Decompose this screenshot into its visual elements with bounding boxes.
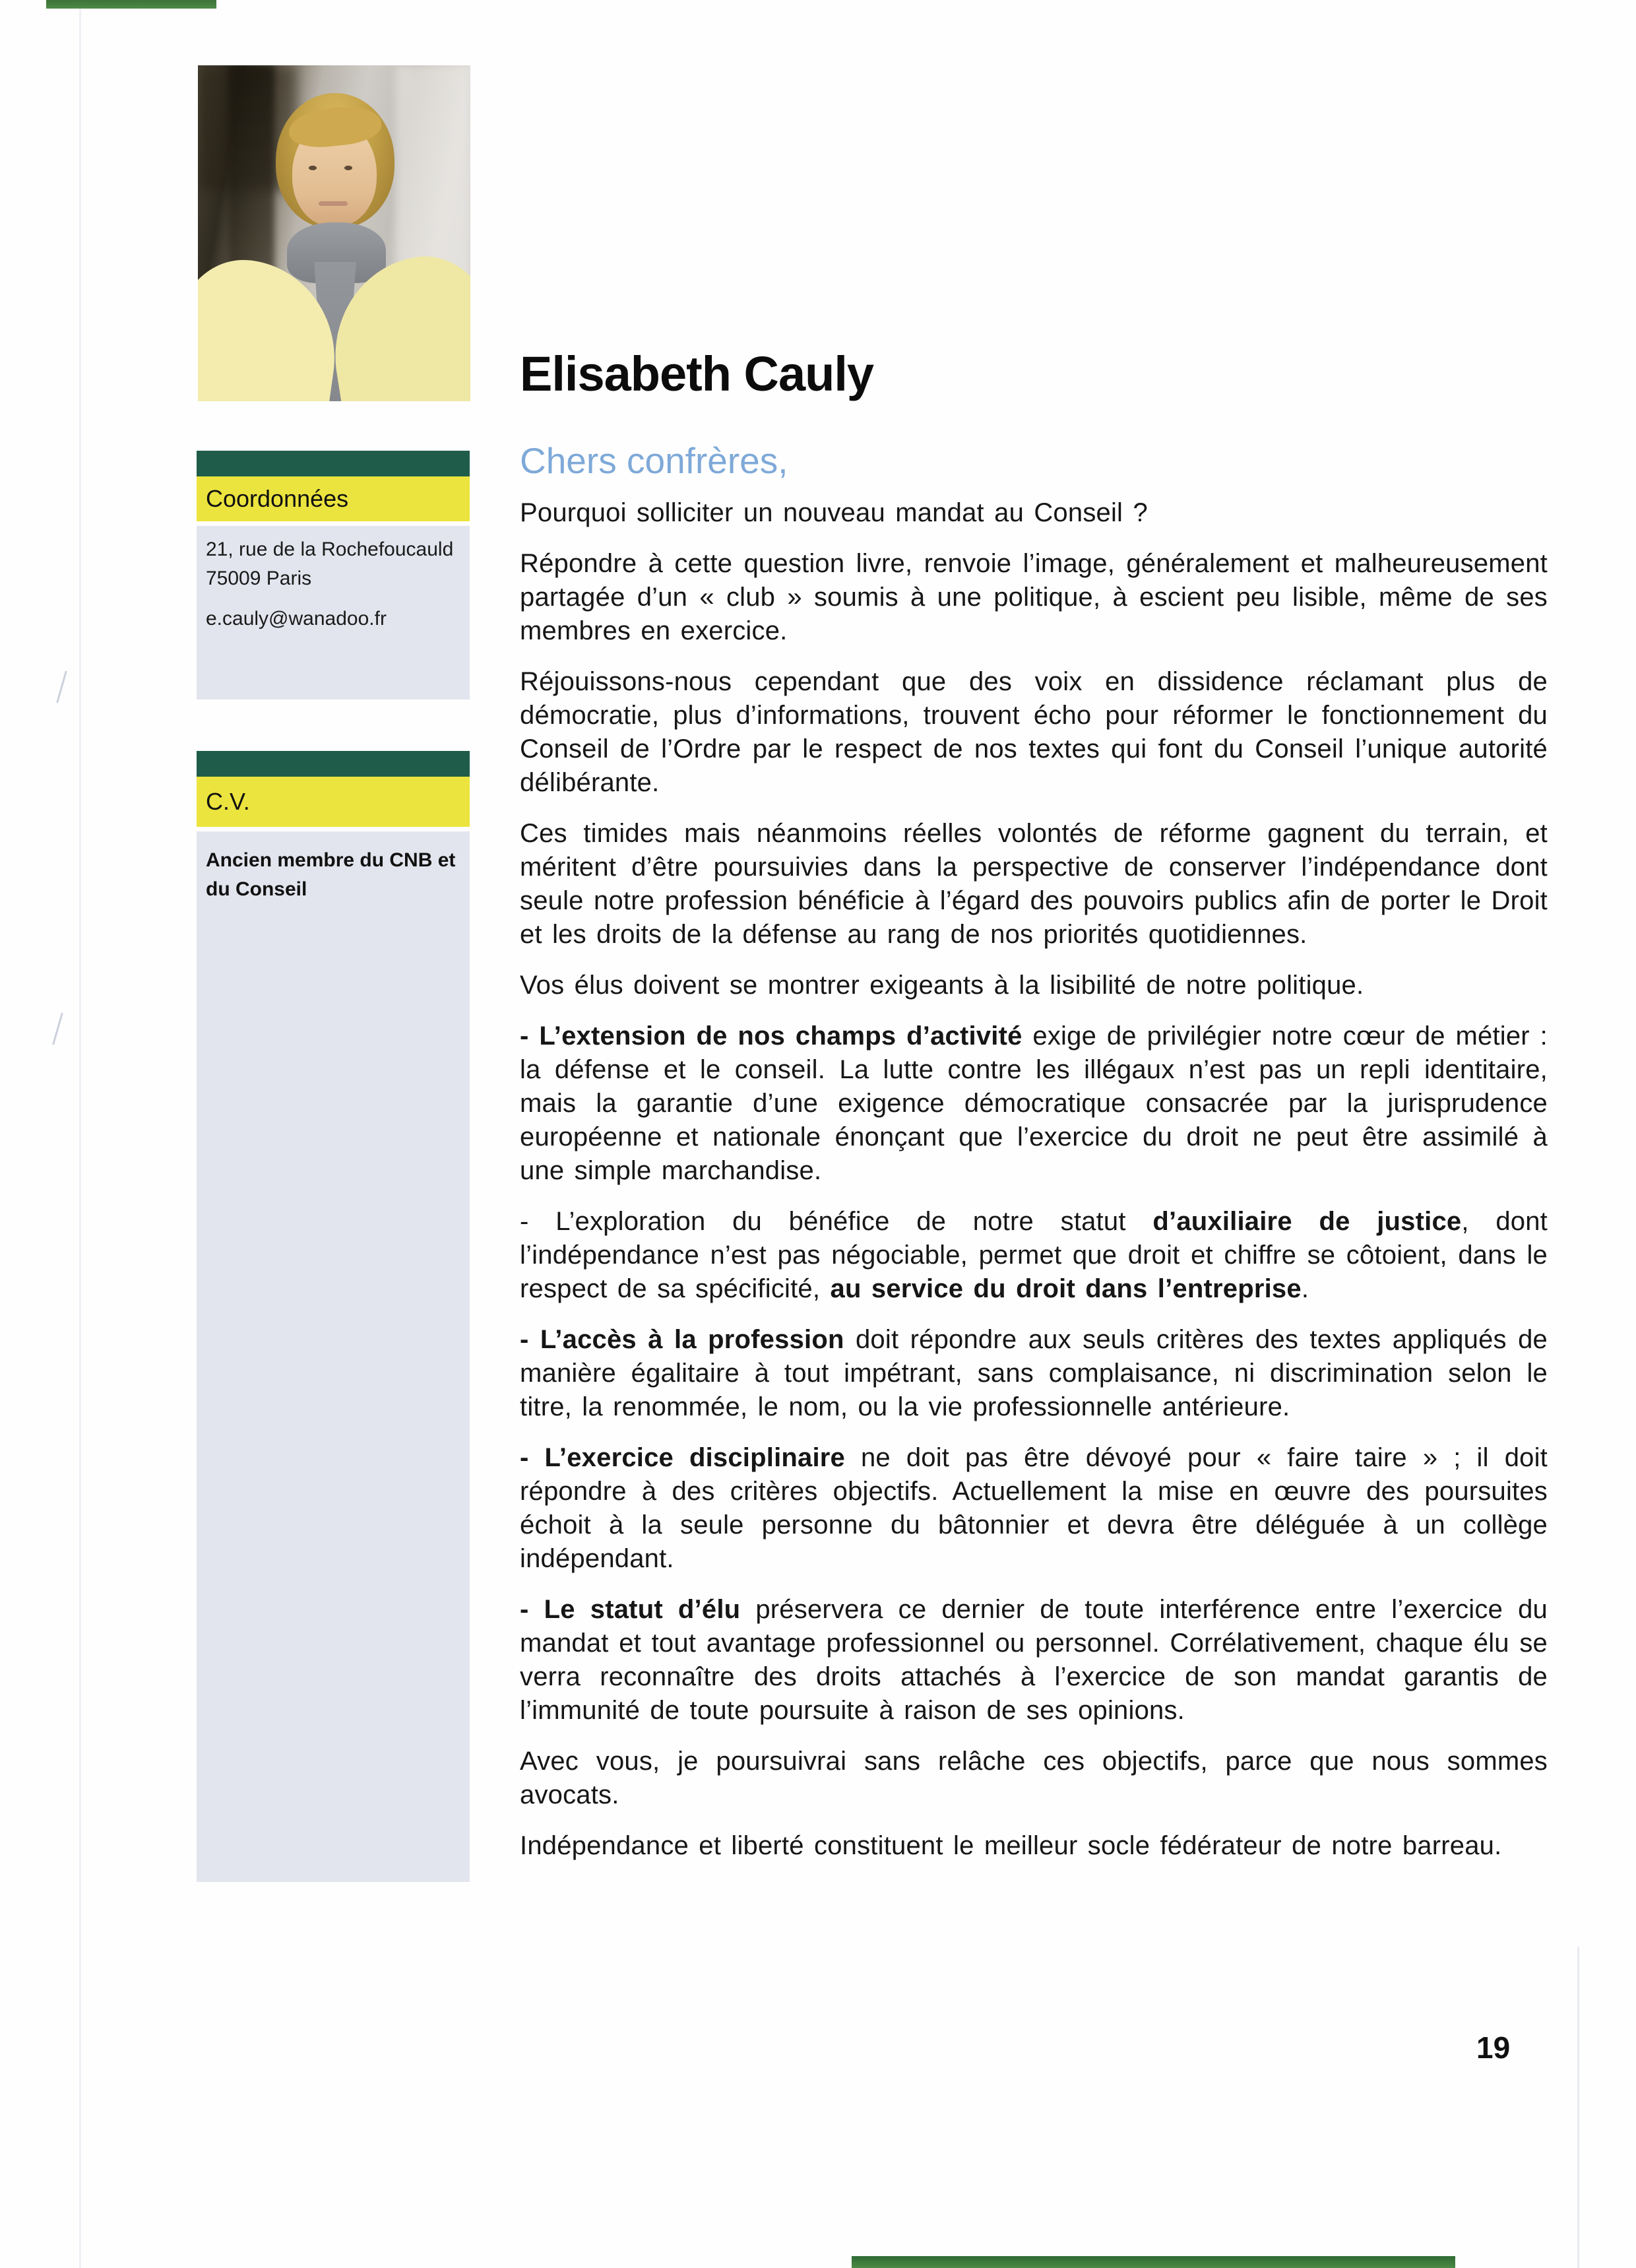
cv-panel <box>197 831 470 1882</box>
photo-mouth-shape <box>319 201 348 206</box>
page-title: Elisabeth Cauly <box>520 346 874 401</box>
body-text <box>520 496 1548 1880</box>
paragraph <box>520 969 1548 1002</box>
cv-header <box>197 777 470 827</box>
paragraph-segment: Répondre à cette question livre, renvoie l’image, généralement et malheureusement partagée d’un « club » soumis à une politique, à escient peu lisible, même de ses membres en exercice. <box>520 549 1548 645</box>
paragraph-bold-segment: d’auxiliaire de justice <box>1152 1207 1462 1236</box>
bottom-green-bar <box>852 2256 1455 2268</box>
paragraph <box>520 1020 1548 1188</box>
scan-edge-line <box>79 0 81 2268</box>
paragraph <box>520 1745 1548 1812</box>
scan-edge-line <box>1577 1947 1579 2268</box>
paragraph-bold-segment: - L’exercice disciplinaire <box>520 1443 845 1472</box>
paragraph-segment: . <box>1301 1274 1309 1303</box>
paragraph <box>520 1441 1548 1576</box>
paragraph-segment: préservera ce dernier de toute interférence entre l’exercice du mandat et tout avantage professionnel ou personnel. Corrélativement, chaque élu se verra reconnaître des droits attachés à l’exercice de son mandat garantis de l’immunité de toute poursuite à raison de ses opinions. <box>520 1595 1548 1725</box>
paragraph <box>520 496 1548 530</box>
paragraph-segment: doit répondre aux seuls critères des textes appliqués de manière égalitaire à tout impétrant, sans complaisance, ni discrimination selon le titre, la renommée, le nom, ou la vie professionnelle antérieure. <box>520 1325 1548 1421</box>
paragraph-segment: - L’exploration du bénéfice de notre statut <box>520 1207 1153 1236</box>
email-text: e.cauly@wanadoo.fr <box>206 608 387 630</box>
cv-header-label: C.V. <box>206 788 250 815</box>
page-number: 19 <box>1476 2030 1511 2065</box>
paragraph <box>520 1205 1548 1306</box>
paragraph-bold-segment: au service du droit dans l’entreprise <box>830 1274 1302 1303</box>
paragraph-bold-segment: - L’extension de nos champs d’activité <box>520 1021 1022 1051</box>
paragraph-segment: Indépendance et liberté constituent le meilleur socle fédérateur de notre barreau. <box>520 1831 1502 1860</box>
paragraph <box>520 1829 1548 1863</box>
top-green-strip <box>46 0 216 9</box>
address-line-2: 75009 Paris <box>206 567 312 589</box>
paragraph <box>520 547 1548 648</box>
portrait-photo <box>198 65 470 401</box>
paragraph-segment: ne doit pas être dévoyé pour « faire taire » ; il doit répondre à des critères objectifs. Actuellement la mise en œuvre des poursuites échoit à la seule personne du bâtonnier et devra être déléguée à un collège indépendant. <box>520 1443 1548 1573</box>
scan-artifact <box>56 671 67 703</box>
paragraph <box>520 1593 1548 1728</box>
paragraph-segment: Avec vous, je poursuivrai sans relâche ces objectifs, parce que nous sommes avocats. <box>520 1747 1548 1809</box>
scan-artifact <box>52 1013 63 1045</box>
cv-green-stripe <box>197 751 470 777</box>
paragraph-segment: Réjouissons-nous cependant que des voix en dissidence réclamant plus de démocratie, plus d’informations, trouvent écho pour réformer le fonctionnement du Conseil de l’Ordre par le respect de nos textes qui font du Conseil l’unique autorité délibérante. <box>520 667 1548 797</box>
paragraph-segment: Pourquoi solliciter un nouveau mandat au Conseil ? <box>520 498 1148 527</box>
photo-eye-shape <box>309 166 317 170</box>
paragraph-segment: Vos élus doivent se montrer exigeants à la lisibilité de notre politique. <box>520 971 1364 1000</box>
paragraph-segment: Ces timides mais néanmoins réelles volontés de réforme gagnent du terrain, et méritent d’être poursuivies dans la perspective de conserver l’indépendance dont seule notre profession bénéficie à l’égard des pouvoirs publics afin de porter le Droit et les droits de la défense au rang de nos priorités quotidiennes. <box>520 819 1548 949</box>
coordonnees-header <box>197 476 470 521</box>
paragraph <box>520 1323 1548 1424</box>
photo-eye-shape <box>344 166 352 170</box>
paragraph-segment: , dont l’indépendance n’est pas négociable, permet que droit et chiffre se côtoient, dans le respect de sa spécificité, <box>520 1207 1548 1303</box>
paragraph <box>520 665 1548 800</box>
paragraph-segment: exige de privilégier notre cœur de métier : la défense et le conseil. La lutte contre les illégaux n’est pas un repli identitaire, mais la garantie d’une exigence démocratique consacrée par la jurisprudence européenne et nationale énonçant que l’exercice du droit ne peut être assimilé à une simple marchandise. <box>520 1021 1548 1185</box>
address-line-1: 21, rue de la Rochefoucauld <box>206 538 454 560</box>
coordonnees-green-stripe <box>197 451 470 476</box>
paragraph-bold-segment: - L’accès à la profession <box>520 1325 844 1354</box>
salutation: Chers confrères, <box>520 440 788 481</box>
coordonnees-header-label: Coordonnées <box>206 485 349 512</box>
paragraph <box>520 817 1548 952</box>
cv-entry: Ancien membre du CNB et du Conseil <box>206 849 456 900</box>
paragraph-bold-segment: - Le statut d’élu <box>520 1595 741 1624</box>
coordonnees-panel <box>197 526 470 699</box>
